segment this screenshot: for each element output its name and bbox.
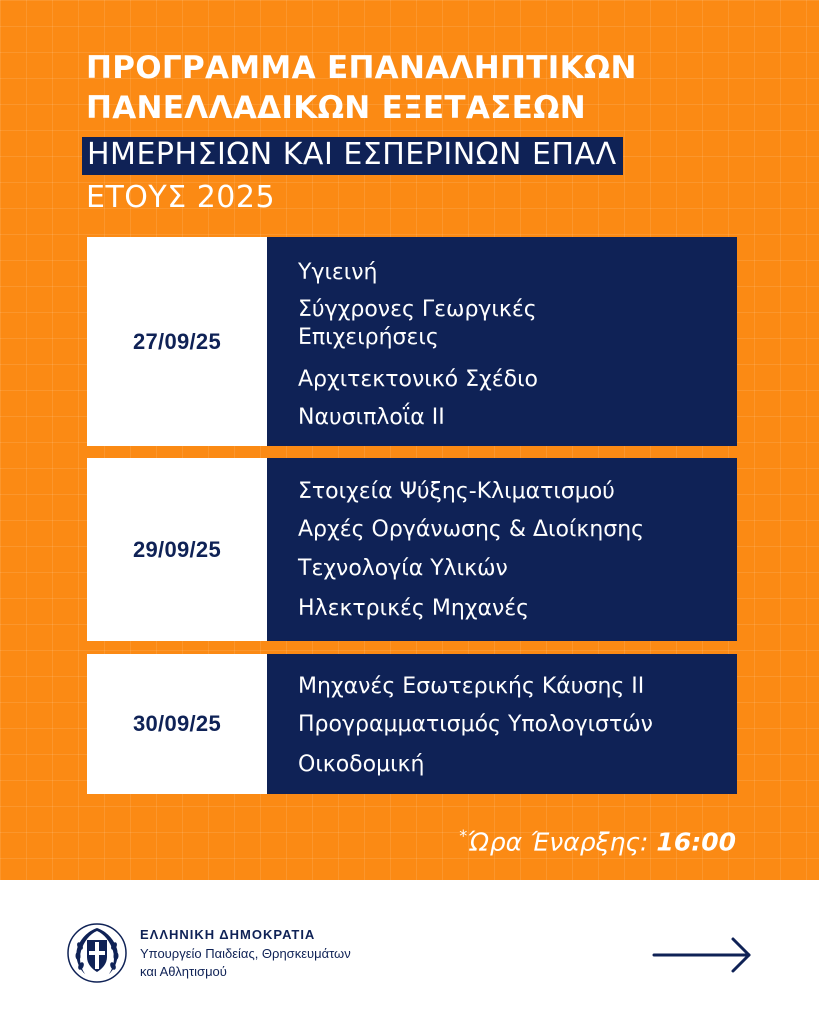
start-time-value: 16:00 bbox=[656, 827, 736, 857]
subject-item-continued: Επιχειρήσεις bbox=[298, 325, 439, 350]
asterisk: * bbox=[459, 826, 468, 845]
subject-item: Αρχιτεκτονικό Σχέδιο bbox=[298, 367, 538, 392]
exam-date: 27/09/25 bbox=[87, 237, 267, 446]
title-line-3-highlight: ΗΜΕΡΗΣΙΩΝ ΚΑΙ ΕΣΠΕΡΙΝΩΝ ΕΠΑΛ bbox=[82, 137, 623, 175]
org-name: ΕΛΛΗΝΙΚΗ ΔΗΜΟΚΡΑΤΙΑ bbox=[140, 927, 316, 942]
ministry-name-line-1: Υπουργείο Παιδείας, Θρησκευμάτων bbox=[140, 946, 351, 961]
schedule-row bbox=[87, 237, 737, 446]
start-time-note bbox=[459, 826, 736, 856]
subject-item: Στοιχεία Ψύξης-Κλιματισμού bbox=[298, 479, 615, 504]
exam-date: 30/09/25 bbox=[87, 654, 267, 794]
subject-item: Ηλεκτρικές Μηχανές bbox=[298, 596, 530, 621]
schedule-row bbox=[87, 458, 737, 641]
subject-item: Αρχές Οργάνωσης & Διοίκησης bbox=[298, 517, 645, 542]
subject-item: Υγιεινή bbox=[298, 260, 378, 285]
subjects-cell bbox=[267, 237, 737, 446]
subject-item: Σύγχρονες Γεωργικές bbox=[298, 297, 537, 322]
title-line-1: ΠΡΟΓΡΑΜΜΑ ΕΠΑΝΑΛΗΠΤΙΚΩΝ bbox=[86, 50, 637, 86]
subject-item: Οικοδομική bbox=[298, 752, 425, 777]
title-line-2: ΠΑΝΕΛΛΑΔΙΚΩΝ ΕΞΕΤΑΣΕΩΝ bbox=[86, 90, 586, 126]
greek-coat-of-arms-icon bbox=[66, 922, 128, 984]
ministry-name-line-2: και Αθλητισμού bbox=[140, 964, 227, 979]
exam-date: 29/09/25 bbox=[87, 458, 267, 641]
subject-item: Τεχνολογία Υλικών bbox=[298, 556, 508, 581]
subjects-cell bbox=[267, 654, 737, 794]
arrow-right-icon[interactable] bbox=[652, 936, 754, 974]
title-year: ΕΤΟΥΣ 2025 bbox=[86, 180, 276, 215]
subject-item: Μηχανές Εσωτερικής Κάυσης ΙΙ bbox=[298, 674, 645, 699]
start-time-label: Ώρα Έναρξης: bbox=[467, 827, 657, 857]
subject-item: Ναυσιπλοΐα ΙΙ bbox=[298, 405, 445, 430]
schedule-row bbox=[87, 654, 737, 794]
subjects-cell bbox=[267, 458, 737, 641]
subject-item: Προγραμματισμός Υπολογιστών bbox=[298, 712, 653, 737]
